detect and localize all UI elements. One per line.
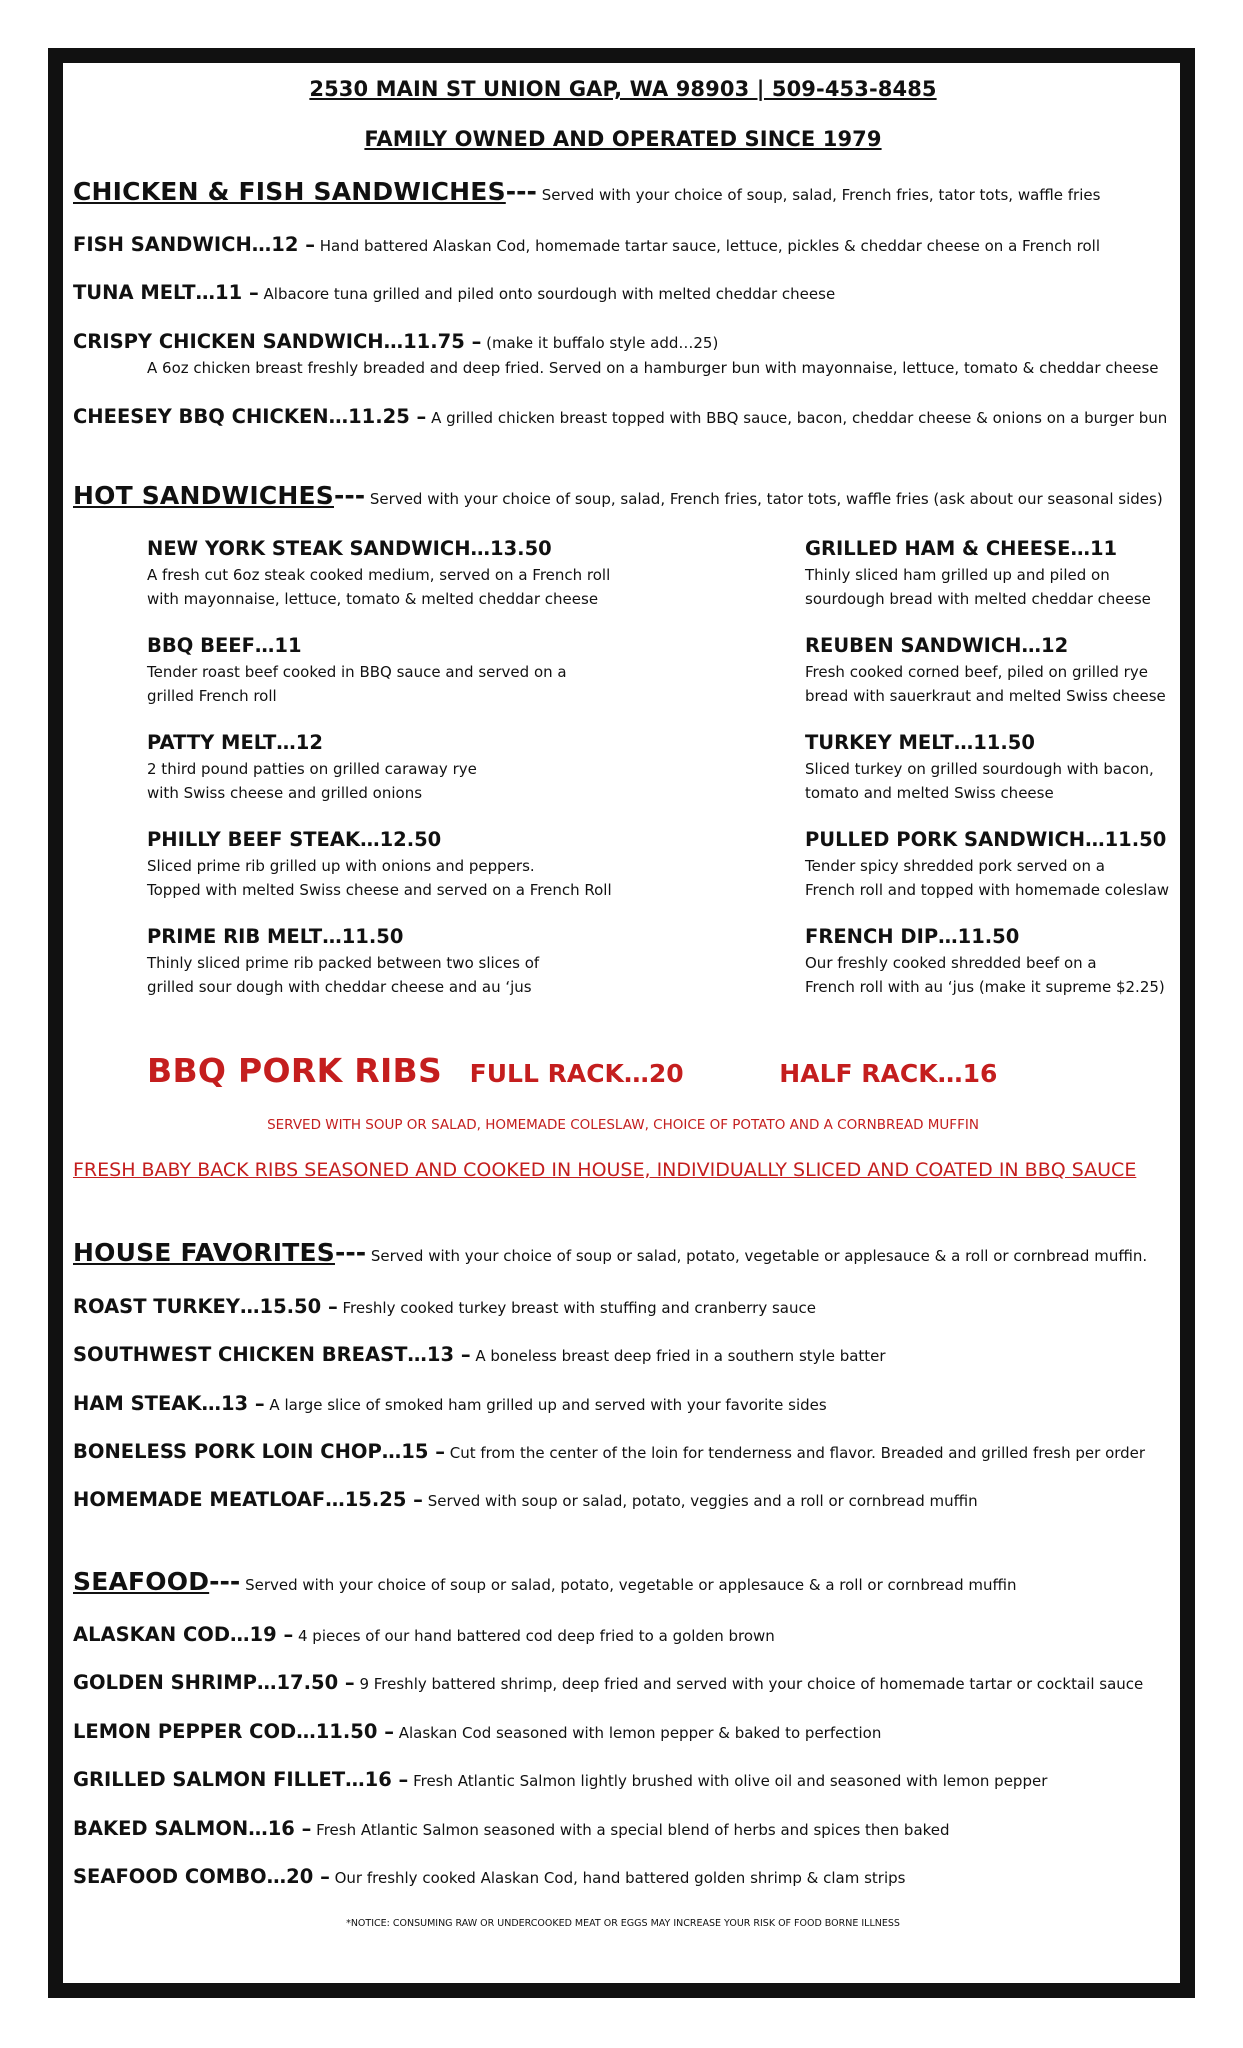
item-name: ALASKAN COD…19 – — [73, 1623, 294, 1646]
section-header-seafood — [73, 1567, 1017, 1596]
menu-item — [73, 1720, 881, 1743]
section-title: HOT SANDWICHES — [73, 481, 334, 510]
menu-item — [73, 1343, 886, 1366]
item-desc: Tender roast beef cooked in BBQ sauce and served on a — [147, 663, 567, 681]
menu-item — [73, 1865, 905, 1888]
item-desc: 4 pieces of our hand battered cod deep fried to a golden brown — [293, 1627, 775, 1645]
item-name: PRIME RIB MELT…11.50 — [147, 925, 404, 948]
section-dash: --- — [334, 481, 366, 510]
restaurant-tagline: FAMILY OWNED AND OPERATED SINCE 1979 — [364, 127, 882, 151]
item-desc: A large slice of smoked ham grilled up and served with your favorite sides — [264, 1396, 827, 1414]
item-desc: French roll and topped with homemade coleslaw — [805, 881, 1170, 899]
section-dash: --- — [334, 1238, 367, 1267]
item-name: PHILLY BEEF STEAK…12.50 — [147, 828, 442, 851]
menu-item — [73, 1671, 1143, 1694]
item-name: REUBEN SANDWICH…12 — [805, 634, 1069, 657]
menu-item — [73, 1623, 775, 1646]
section-note: Served with your choice of soup or salad, potato, vegetable or applesauce & a roll or cornbread muffin — [240, 1576, 1017, 1594]
section-header-chicken-fish — [73, 177, 1100, 206]
item-desc: (make it buffalo style add…25) — [481, 334, 719, 352]
item-name: TUNA MELT…11 – — [73, 281, 259, 304]
item-desc: grilled French roll — [147, 687, 277, 705]
item-desc: Served with soup or salad, potato, veggies and a roll or cornbread muffin — [422, 1492, 978, 1510]
item-desc: Alaskan Cod seasoned with lemon pepper & baked to perfection — [393, 1724, 882, 1742]
menu-item — [73, 330, 718, 353]
item-desc-line2: A 6oz chicken breast freshly breaded and deep fried. Served on a hamburger bun with mayonnaise, lettuce, tomato & cheddar cheese — [147, 359, 1159, 377]
item-name: CRISPY CHICKEN SANDWICH…11.75 – — [73, 330, 482, 353]
item-name: SEAFOOD COMBO…20 – — [73, 1865, 330, 1888]
menu-item — [73, 281, 835, 304]
item-desc: with mayonnaise, lettuce, tomato & melted cheddar cheese — [147, 590, 599, 608]
menu-item — [73, 1440, 1145, 1463]
menu-item — [73, 233, 1100, 256]
item-name: HOMEMADE MEATLOAF…15.25 – — [73, 1488, 423, 1511]
section-note: Served with your choice of soup or salad, potato, vegetable or applesauce & a roll or cornbread muffin. — [366, 1247, 1148, 1265]
item-desc: Thinly sliced prime rib packed between two slices of — [147, 954, 540, 972]
item-desc: bread with sauerkraut and melted Swiss cheese — [805, 687, 1166, 705]
menu-item — [805, 826, 1205, 923]
item-desc: Fresh Atlantic Salmon lightly brushed with olive oil and seasoned with lemon pepper — [408, 1772, 1048, 1790]
menu-item — [73, 1817, 950, 1840]
item-desc: Our freshly cooked shredded beef on a — [805, 954, 1097, 972]
item-desc: A boneless breast deep fried in a southern style batter — [470, 1347, 886, 1365]
item-desc: Our freshly cooked Alaskan Cod, hand battered golden shrimp & clam strips — [329, 1869, 906, 1887]
item-name: PATTY MELT…12 — [147, 731, 323, 754]
item-desc: grilled sour dough with cheddar cheese and au ‘jus — [147, 978, 532, 996]
menu-item — [805, 923, 1205, 1020]
item-name: FRENCH DIP…11.50 — [805, 925, 1020, 948]
section-note: Served with your choice of soup, salad, French fries, tator tots, waffle fries — [536, 186, 1101, 204]
item-desc: French roll with au ‘jus (make it supreme $2.25) — [805, 978, 1165, 996]
item-desc: Sliced turkey on grilled sourdough with bacon, — [805, 760, 1154, 778]
food-safety-notice: *NOTICE: CONSUMING RAW OR UNDERCOOKED MEAT OR EGGS MAY INCREASE YOUR RISK OF FOOD BORNE ILLNESS — [346, 1918, 900, 1929]
item-desc: Fresh Atlantic Salmon seasoned with a special blend of herbs and spices then baked — [311, 1821, 950, 1839]
ribs-fresh-note: FRESH BABY BACK RIBS SEASONED AND COOKED IN HOUSE, INDIVIDUALLY SLICED AND COATED IN BBQ SAUCE — [73, 1159, 1137, 1181]
item-name: TURKEY MELT…11.50 — [805, 731, 1035, 754]
item-name: FISH SANDWICH…12 – — [73, 233, 315, 256]
item-desc: Cut from the center of the loin for tenderness and flavor. Breaded and grilled fresh per order — [444, 1444, 1146, 1462]
section-header-hot-sandwiches — [73, 481, 1163, 510]
menu-item — [805, 632, 1205, 729]
menu-item — [805, 729, 1205, 826]
menu-item — [147, 729, 667, 826]
ribs-heading — [147, 1051, 997, 1090]
ribs-served-with: SERVED WITH SOUP OR SALAD, HOMEMADE COLESLAW, CHOICE OF POTATO AND A CORNBREAD MUFFIN — [267, 1117, 979, 1133]
menu-item — [73, 1768, 1047, 1791]
menu-item — [73, 1295, 816, 1318]
item-desc: Albacore tuna grilled and piled onto sourdough with melted cheddar cheese — [258, 285, 836, 303]
ribs-full-rack: FULL RACK…20 — [469, 1059, 684, 1088]
item-name: GOLDEN SHRIMP…17.50 – — [73, 1671, 355, 1694]
item-desc: A grilled chicken breast topped with BBQ sauce, bacon, cheddar cheese & onions on a burger bun — [426, 409, 1168, 427]
item-desc: Sliced prime rib grilled up with onions and peppers. — [147, 857, 535, 875]
item-desc: 2 third pound patties on grilled caraway rye — [147, 760, 477, 778]
ribs-title: BBQ PORK RIBS — [147, 1051, 443, 1090]
section-title: HOUSE FAVORITES — [73, 1238, 335, 1267]
section-note: Served with your choice of soup, salad, French fries, tator tots, waffle fries (ask about our seasonal sides) — [365, 490, 1163, 508]
menu-item — [73, 1392, 827, 1415]
item-desc: Fresh cooked corned beef, piled on grilled rye — [805, 663, 1148, 681]
item-name: BAKED SALMON…16 – — [73, 1817, 312, 1840]
item-desc: with Swiss cheese and grilled onions — [147, 784, 423, 802]
item-name: SOUTHWEST CHICKEN BREAST…13 – — [73, 1343, 471, 1366]
item-desc: Freshly cooked turkey breast with stuffing and cranberry sauce — [337, 1299, 816, 1317]
hot-sandwiches-right-column — [805, 535, 1205, 1020]
section-title: CHICKEN & FISH SANDWICHES — [73, 177, 506, 206]
item-name: GRILLED SALMON FILLET…16 – — [73, 1768, 409, 1791]
item-name: CHEESEY BBQ CHICKEN…11.25 – — [73, 405, 427, 428]
menu-item — [147, 632, 667, 729]
section-header-house-favorites — [73, 1238, 1147, 1267]
item-desc: sourdough bread with melted cheddar cheese — [805, 590, 1151, 608]
item-desc: 9 Freshly battered shrimp, deep fried and served with your choice of homemade tartar or cocktail sauce — [354, 1675, 1144, 1693]
item-name: ROAST TURKEY…15.50 – — [73, 1295, 338, 1318]
item-name: PULLED PORK SANDWICH…11.50 — [805, 828, 1167, 851]
ribs-half-rack: HALF RACK…16 — [779, 1059, 998, 1088]
item-desc: Hand battered Alaskan Cod, homemade tartar sauce, lettuce, pickles & cheddar cheese on a French roll — [314, 237, 1101, 255]
section-dash: --- — [505, 177, 537, 206]
menu-item — [73, 1488, 978, 1511]
menu-item — [147, 535, 667, 632]
item-name: GRILLED HAM & CHEESE…11 — [805, 537, 1118, 560]
restaurant-address: 2530 MAIN ST UNION GAP, WA 98903 | 509-453-8485 — [309, 77, 937, 101]
menu-item — [73, 405, 1167, 428]
item-name: LEMON PEPPER COD…11.50 – — [73, 1720, 394, 1743]
item-name: BONELESS PORK LOIN CHOP…15 – — [73, 1440, 445, 1463]
menu-item — [147, 826, 667, 923]
item-desc: Tender spicy shredded pork served on a — [805, 857, 1105, 875]
item-desc: Topped with melted Swiss cheese and served on a French Roll — [147, 881, 612, 899]
item-desc: tomato and melted Swiss cheese — [805, 784, 1054, 802]
menu-item — [805, 535, 1205, 632]
section-title: SEAFOOD — [73, 1567, 210, 1596]
item-name: BBQ BEEF…11 — [147, 634, 302, 657]
item-name: NEW YORK STEAK SANDWICH…13.50 — [147, 537, 552, 560]
item-desc: Thinly sliced ham grilled up and piled on — [805, 566, 1110, 584]
item-desc: A fresh cut 6oz steak cooked medium, served on a French roll — [147, 566, 611, 584]
hot-sandwiches-left-column — [147, 535, 667, 1020]
hot-sandwiches-columns — [73, 535, 1173, 995]
item-name: HAM STEAK…13 – — [73, 1392, 265, 1415]
section-dash: --- — [209, 1567, 241, 1596]
menu-item — [147, 923, 667, 1020]
